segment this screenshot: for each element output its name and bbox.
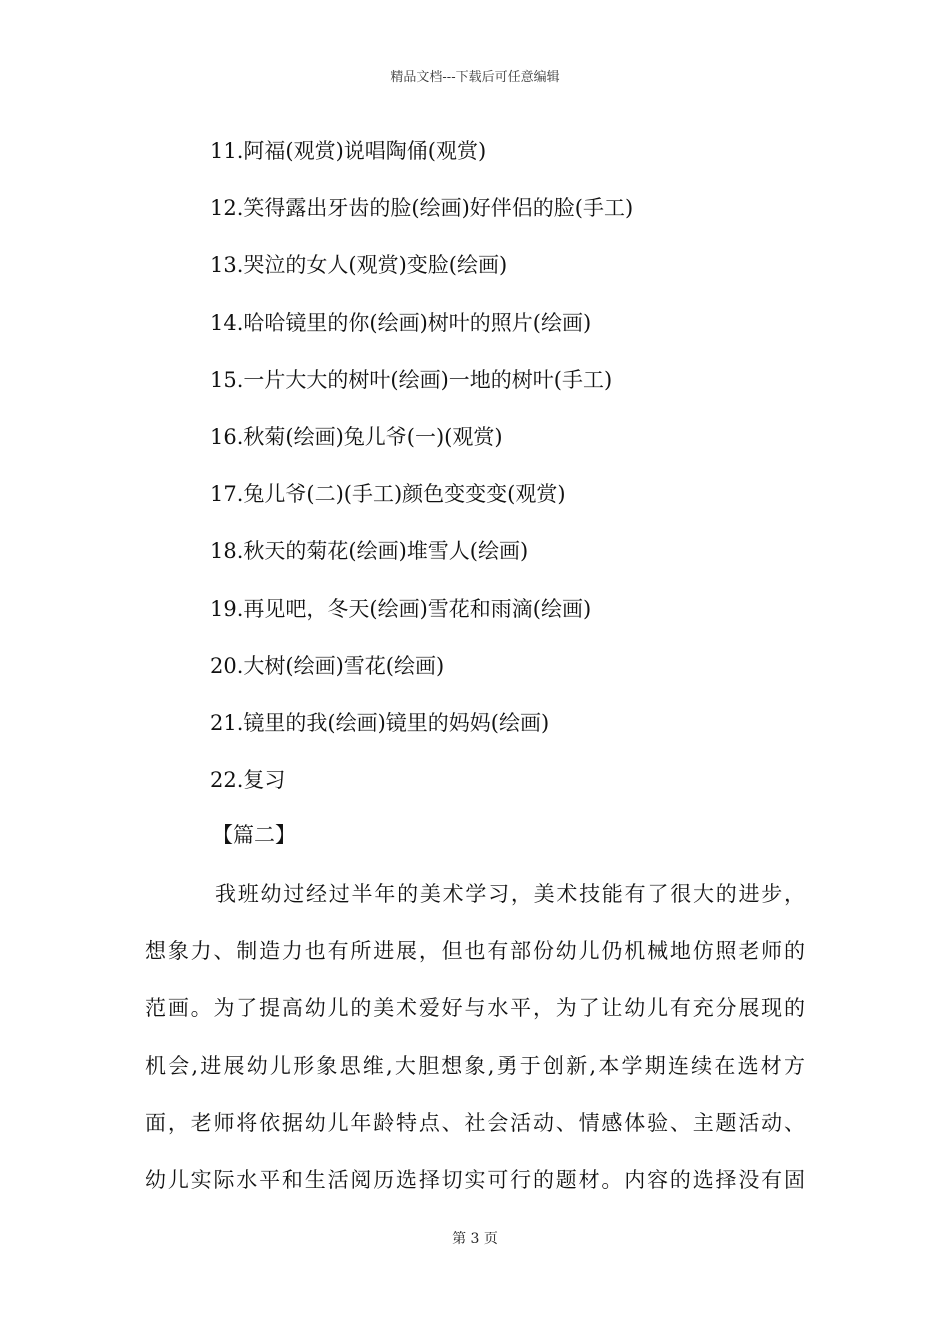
list-item: 20.大树(绘画)雪花(绘画) — [210, 653, 445, 678]
list-item: 19.再见吧，冬天(绘画)雪花和雨滴(绘画) — [210, 596, 592, 621]
list-item: 11.阿福(观赏)说唱陶俑(观赏) — [210, 139, 487, 163]
list-item: 21.镜里的我(绘画)镜里的妈妈(绘画) — [210, 710, 550, 735]
paragraph-line: 幼儿实际水平和生活阅历选择切实可行的题材。内容的选择没有固 — [145, 1168, 805, 1193]
paragraph-line: 想象力、制造力也有所进展，但也有部份幼儿仍机械地仿照老师的 — [145, 939, 805, 964]
paragraph-line: 机会,进展幼儿形象思维,大胆想象,勇于创新,本学期连续在选材方 — [145, 1053, 805, 1078]
list-item: 15.一片大大的树叶(绘画)一地的树叶(手工) — [210, 367, 613, 392]
list-item: 12.笑得露出牙齿的脸(绘画)好伴侣的脸(手工) — [210, 196, 634, 221]
activity-list — [210, 132, 850, 818]
paragraph-line: 我班幼过经过半年的美术学习，美术技能有了很大的进步， — [215, 882, 805, 906]
page-header: 精品文档---下载后可任意编辑 — [390, 70, 560, 85]
page-number: 第 3 页 — [452, 1231, 498, 1247]
section-title: 【篇二】 — [212, 823, 296, 847]
list-item: 14.哈哈镜里的你(绘画)树叶的照片(绘画) — [210, 310, 592, 335]
list-item: 13.哭泣的女人(观赏)变脸(绘画) — [210, 253, 508, 278]
paragraph-line: 面，老师将依据幼儿年龄特点、社会活动、情感体验、主题活动、 — [145, 1110, 805, 1135]
body-paragraph — [145, 866, 805, 1209]
list-item: 18.秋天的菊花(绘画)堆雪人(绘画) — [210, 539, 529, 564]
list-item: 22.复习 — [210, 768, 286, 793]
paragraph-line: 范画。为了提高幼儿的美术爱好与水平，为了让幼儿有充分展现的 — [145, 996, 805, 1021]
list-item: 17.兔儿爷(二)(手工)颜色变变变(观赏) — [210, 482, 566, 507]
list-item: 16.秋菊(绘画)兔儿爷(一)(观赏) — [210, 424, 503, 449]
